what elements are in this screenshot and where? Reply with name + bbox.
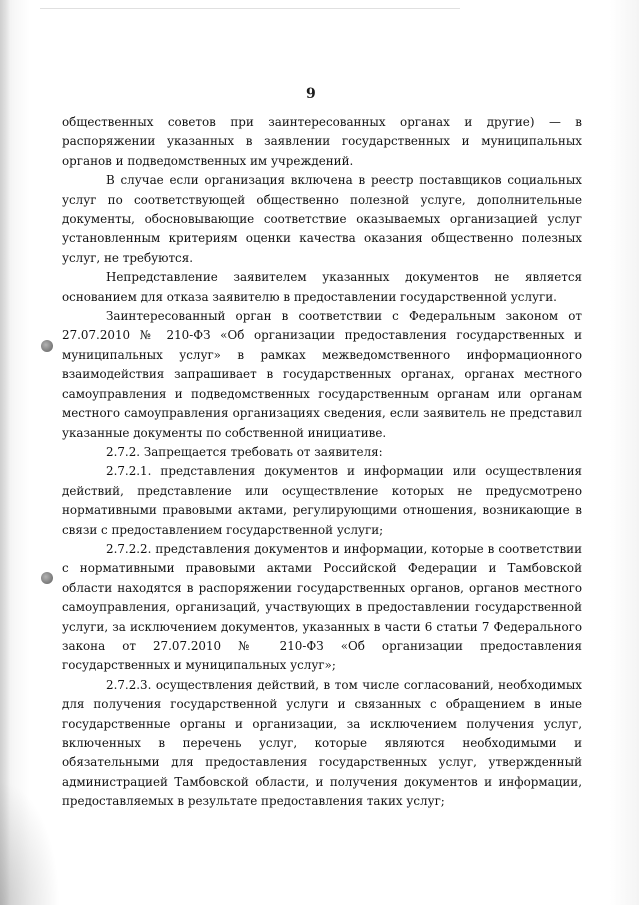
scan-corner-smudge [0,780,60,905]
paragraph: общественных советов при заинтересованных органах и другие) — в распоряжении указанных в заявлении государственных и муниципальных органов и подведомственных им учреждений. [62,115,582,168]
document-body [62,113,582,812]
punch-hole-mark [41,340,53,352]
paragraph: 2.7.2. Запрещается требовать от заявителя: [106,444,383,459]
paragraph: 2.7.2.1. представления документов и информации или осуществления действий, представление или осуществление которых не предусмотрено нормативными правовыми актами, регулирующими отношения, возникающие в связи с предоставлением государственной услуги; [62,464,582,537]
paragraph: В случае если организация включена в реестр поставщиков социальных услуг по соответствующей общественно полезной услуге, дополнительные документы, обосновывающие соответствие оказываемых организацией услуг установленным критериям оценки качества оказания общественно полезных услуг, не требуются. [62,173,582,265]
page-number: 9 [306,86,316,102]
paragraph: Заинтересованный орган в соответствии с Федеральным законом от 27.07.2010 № 210-ФЗ «Об организации предоставления государственных и муниципальных услуг» в рамках межведомственного информационного взаимодействия запрашивает в государственных органах, органах местного самоуправления и подведомственных государственным органам или органам местного самоуправления организациях сведения, если заявитель не представил указанные документы по собственной инициативе. [62,309,582,440]
paragraph: 2.7.2.3. осуществления действий, в том числе согласований, необходимых для получения государственной услуги и связанных с обращением в иные государственные органы и организации, за исключением получения услуг, включенных в перечень услуг, которые являются необходимыми и обязательными для предоставления государственных услуг, утвержденный администрацией Тамбовской области, и получения документов и информации, предоставляемых в результате предоставления таких услуг; [62,677,582,809]
paragraph: Непредставление заявителем указанных документов не является основанием для отказа заявителю в предоставлении государственной услуги. [62,270,582,304]
scan-top-line [40,8,460,9]
scan-edge-shadow [0,0,10,905]
punch-hole-mark [41,572,53,584]
paragraph: 2.7.2.2. представления документов и информации, которые в соответствии с нормативными правовыми актами Российской Федерации и Тамбовской области находятся в распоряжении государственных органов, органов местного самоуправления, организаций, участвующих в предоставлении государственной услуги, за исключением документов, указанных в части 6 статьи 7 Федерального закона от 27.07.2010 № 210-ФЗ «Об организации предоставления государственных и муниципальных услуг»; [62,541,582,673]
